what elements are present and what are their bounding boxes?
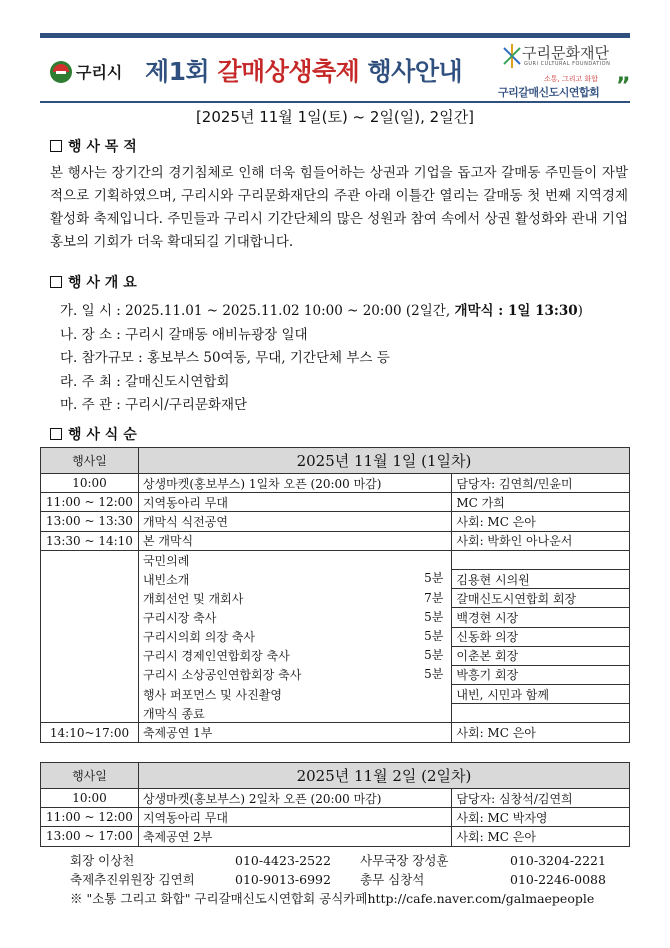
schedule-note: 사회: MC 은아 bbox=[452, 723, 630, 742]
schedule-note bbox=[452, 550, 630, 569]
table-row bbox=[41, 569, 630, 588]
column-header-date: 행사일 bbox=[41, 448, 139, 474]
schedule-program bbox=[138, 589, 451, 608]
overview-list bbox=[60, 300, 583, 418]
schedule-program bbox=[138, 808, 451, 827]
event-date-range: [2025년 11월 1일(토) ~ 2일(일), 2일간] bbox=[195, 108, 475, 126]
schedule-note: 사회: MC 은아 bbox=[452, 827, 630, 846]
page-title bbox=[145, 52, 462, 88]
table-row bbox=[41, 512, 630, 531]
program-label: 구리시의회 의장 축사 bbox=[142, 630, 255, 645]
table-row bbox=[41, 627, 630, 646]
program-label: 축제공연 1부 bbox=[142, 726, 213, 741]
overview-label: 가. 일 시 : bbox=[60, 303, 126, 319]
schedule-note: 갈매신도시연합회 회장 bbox=[452, 589, 630, 608]
overview-value: 구리시 갈매동 애비뉴광장 일대 bbox=[125, 326, 308, 343]
association-name: 구리갈매신도시연합회 bbox=[498, 86, 600, 99]
schedule-note: 담당자: 김연희/민윤미 bbox=[452, 474, 630, 493]
schedule-time: 14:10~17:00 bbox=[41, 723, 139, 742]
section-heading-schedule bbox=[50, 424, 137, 444]
title-highlight: 갈매상생축제 bbox=[217, 57, 360, 86]
schedule-program bbox=[138, 569, 451, 588]
table-row bbox=[41, 665, 630, 684]
contact-role: 총무 심창석 bbox=[360, 872, 425, 887]
table-header-row bbox=[41, 763, 630, 789]
overview-item-host bbox=[60, 371, 583, 395]
contact-phone: 010-2246-0088 bbox=[510, 872, 606, 887]
schedule-note: 이춘본 회장 bbox=[452, 646, 630, 665]
foundation-name: 구리문화재단 bbox=[522, 44, 609, 62]
overview-value: 구리시/구리문화재단 bbox=[125, 397, 248, 413]
guri-city-logo bbox=[50, 60, 122, 83]
day2-heading: 2025년 11월 2일 (2일차) bbox=[138, 763, 629, 789]
schedule-program bbox=[138, 665, 451, 684]
contact-footer bbox=[70, 851, 606, 908]
schedule-note: 사회: MC 박자영 bbox=[452, 808, 630, 827]
guri-emblem-icon bbox=[50, 61, 72, 83]
schedule-program bbox=[138, 789, 451, 808]
overview-item-organizer bbox=[60, 394, 583, 418]
section-title: 행 사 개 요 bbox=[68, 275, 137, 291]
section-title: 행 사 식 순 bbox=[68, 427, 137, 443]
program-duration: 5분 bbox=[424, 571, 444, 586]
header bbox=[40, 38, 630, 100]
table-row bbox=[41, 531, 630, 550]
overview-value: 홍보부스 50여동, 무대, 기간단체 부스 등 bbox=[146, 350, 390, 366]
schedule-program bbox=[138, 493, 451, 512]
program-duration: 5분 bbox=[424, 648, 444, 663]
title-suffix: 행사안내 bbox=[359, 57, 463, 86]
schedule-note bbox=[452, 704, 630, 723]
table-row bbox=[41, 550, 630, 569]
schedule-program bbox=[138, 685, 451, 704]
program-duration: 7분 bbox=[424, 590, 444, 605]
schedule-note: 내빈, 시민과 함께 bbox=[452, 685, 630, 704]
table-row bbox=[41, 789, 630, 808]
table-row bbox=[41, 704, 630, 723]
program-label: 행사 퍼포먼스 및 사진촬영 bbox=[142, 687, 282, 702]
program-label: 지역동아리 무대 bbox=[142, 810, 228, 825]
overview-item-scale bbox=[60, 347, 583, 371]
quote-mark-icon: ” bbox=[616, 74, 631, 99]
checkbox-square-icon bbox=[50, 140, 62, 152]
program-label: 구리시 소상공인연합회장 축사 bbox=[142, 668, 302, 683]
header-divider bbox=[40, 101, 630, 103]
contact-role: 회장 이상천 bbox=[70, 853, 135, 868]
schedule-note: 박흥기 회장 bbox=[452, 665, 630, 684]
cafe-note-text: ※ "소통 그리고 화합" 구리갈매신도시연합회 공식카페 bbox=[70, 891, 368, 906]
program-duration: 5분 bbox=[424, 629, 444, 643]
schedule-time bbox=[41, 589, 139, 608]
opening-ceremony-time: 개막식 : 1일 13:30 bbox=[454, 303, 578, 319]
program-label: 지역동아리 무대 bbox=[142, 495, 228, 510]
program-label: 개회선언 및 개회사 bbox=[142, 591, 244, 606]
schedule-time bbox=[41, 608, 139, 627]
schedule-note: 사회: 박화인 아나운서 bbox=[452, 531, 630, 550]
contact-phone: 010-3204-2221 bbox=[510, 853, 606, 868]
schedule-table-day2 bbox=[40, 762, 630, 847]
schedule-program bbox=[138, 550, 451, 569]
contact-row bbox=[70, 851, 606, 870]
schedule-note: 사회: MC 은아 bbox=[452, 512, 630, 531]
schedule-note: MC 가희 bbox=[452, 493, 630, 512]
schedule-time bbox=[41, 627, 139, 646]
program-duration: 5분 bbox=[424, 667, 444, 682]
overview-item-place bbox=[60, 324, 583, 348]
schedule-time: 13:00 ~ 13:30 bbox=[41, 512, 139, 531]
program-label: 개막식 식전공연 bbox=[142, 514, 228, 529]
schedule-program bbox=[138, 474, 451, 493]
schedule-note: 백경현 시장 bbox=[452, 608, 630, 627]
checkbox-square-icon bbox=[50, 428, 62, 440]
schedule-time bbox=[41, 646, 139, 665]
contact-role: 사무국장 장성훈 bbox=[360, 853, 449, 868]
overview-label: 라. 주 최 : bbox=[60, 373, 126, 390]
purpose-paragraph: 본 행사는 장기간의 경기침체로 인해 더욱 힘들어하는 상권과 기업을 돕고자 갈매동 주민들이 자발적으로 기획하였으며, 구리시와 구리문화재단의 주관 아래 이틀간 열리는 갈매동 첫 번째 지역경제 활성화 축제입니다. 주민들과 구리시 기간단체의 많은 성원과 참여 속에서 상권 활성화와 관내 기업 홍보의 기회가 더욱 확대되길 기대합니다. bbox=[50, 165, 628, 250]
table-row bbox=[41, 646, 630, 665]
section-heading-purpose bbox=[50, 136, 137, 156]
day1-heading: 2025년 11월 1일 (1일차) bbox=[138, 448, 629, 474]
schedule-program bbox=[138, 512, 451, 531]
schedule-time: 10:00 bbox=[41, 474, 139, 493]
program-label: 상생마켓(홍보부스) 1일차 오픈 (20:00 마감) bbox=[142, 476, 382, 491]
column-header-date: 행사일 bbox=[41, 763, 139, 789]
schedule-program bbox=[138, 646, 451, 665]
schedule-note: 김용현 시의원 bbox=[452, 569, 630, 588]
schedule-program bbox=[138, 827, 451, 846]
schedule-time bbox=[41, 704, 139, 723]
schedule-time bbox=[41, 665, 139, 684]
overview-label: 마. 주 관 : bbox=[60, 397, 126, 413]
overview-value: 갈매신도시연합회 bbox=[125, 373, 230, 390]
table-row bbox=[41, 589, 630, 608]
schedule-time bbox=[41, 685, 139, 704]
table-header-row bbox=[41, 448, 630, 474]
section-heading-overview bbox=[50, 272, 137, 292]
contact-row bbox=[70, 870, 606, 889]
schedule-time: 11:00 ~ 12:00 bbox=[41, 493, 139, 512]
table-row bbox=[41, 608, 630, 627]
contact-phone: 010-4423-2522 bbox=[235, 853, 331, 868]
program-label: 구리시장 축사 bbox=[142, 610, 217, 625]
table-row bbox=[41, 827, 630, 846]
program-label: 상생마켓(홍보부스) 2일차 오픈 (20:00 마감) bbox=[142, 791, 382, 806]
program-label: 내빈소개 bbox=[142, 572, 190, 587]
overview-label: 나. 장 소 : bbox=[60, 326, 126, 343]
schedule-note: 신동화 의장 bbox=[452, 627, 630, 646]
schedule-time: 13:00 ~ 17:00 bbox=[41, 827, 139, 846]
guri-city-logo-text: 구리시 bbox=[76, 63, 123, 82]
title-prefix: 제1회 bbox=[145, 57, 218, 86]
contact-phone: 010-9013-6992 bbox=[235, 872, 331, 887]
schedule-time: 11:00 ~ 12:00 bbox=[41, 808, 139, 827]
schedule-time: 10:00 bbox=[41, 789, 139, 808]
schedule-time: 13:30 ~ 14:10 bbox=[41, 531, 139, 550]
overview-label: 다. 참가규모 : bbox=[60, 350, 147, 366]
program-duration: 5분 bbox=[424, 609, 444, 624]
schedule-program bbox=[138, 608, 451, 627]
section-title: 행 사 목 적 bbox=[68, 139, 137, 155]
contact-role: 축제추진위원장 김연희 bbox=[70, 872, 195, 887]
schedule-program bbox=[138, 704, 451, 723]
schedule-time bbox=[41, 569, 139, 588]
checkbox-square-icon bbox=[50, 276, 62, 288]
schedule-note: 담당자: 심창석/김연희 bbox=[452, 789, 630, 808]
schedule-table-day1 bbox=[40, 447, 630, 743]
foundation-mark-icon bbox=[502, 42, 522, 70]
table-row bbox=[41, 808, 630, 827]
schedule-program bbox=[138, 627, 451, 646]
cafe-note bbox=[70, 889, 606, 908]
table-row bbox=[41, 685, 630, 704]
schedule-program bbox=[138, 723, 451, 742]
program-label: 본 개막식 bbox=[142, 534, 194, 549]
program-label: 축제공연 2부 bbox=[142, 829, 213, 844]
overview-paren: ) bbox=[577, 303, 583, 319]
schedule-time bbox=[41, 550, 139, 569]
table-row bbox=[41, 493, 630, 512]
foundation-name-en: GURI CULTURAL FOUNDATION bbox=[524, 61, 611, 67]
overview-item-date bbox=[60, 300, 583, 324]
schedule-program bbox=[138, 531, 451, 550]
association-slogan: 소통, 그리고 화합 bbox=[544, 75, 599, 83]
overview-value: 2025.11.01 ~ 2025.11.02 10:00 ~ 20:00 (2일간, bbox=[125, 303, 455, 319]
program-label: 국민의례 bbox=[142, 553, 190, 568]
program-label: 구리시 경제인연합회장 축사 bbox=[142, 649, 290, 664]
table-row bbox=[41, 474, 630, 493]
table-row bbox=[41, 723, 630, 742]
cafe-link[interactable]: http://cafe.naver.com/galmaepeople bbox=[367, 891, 595, 906]
program-label: 개막식 종료 bbox=[142, 706, 205, 721]
